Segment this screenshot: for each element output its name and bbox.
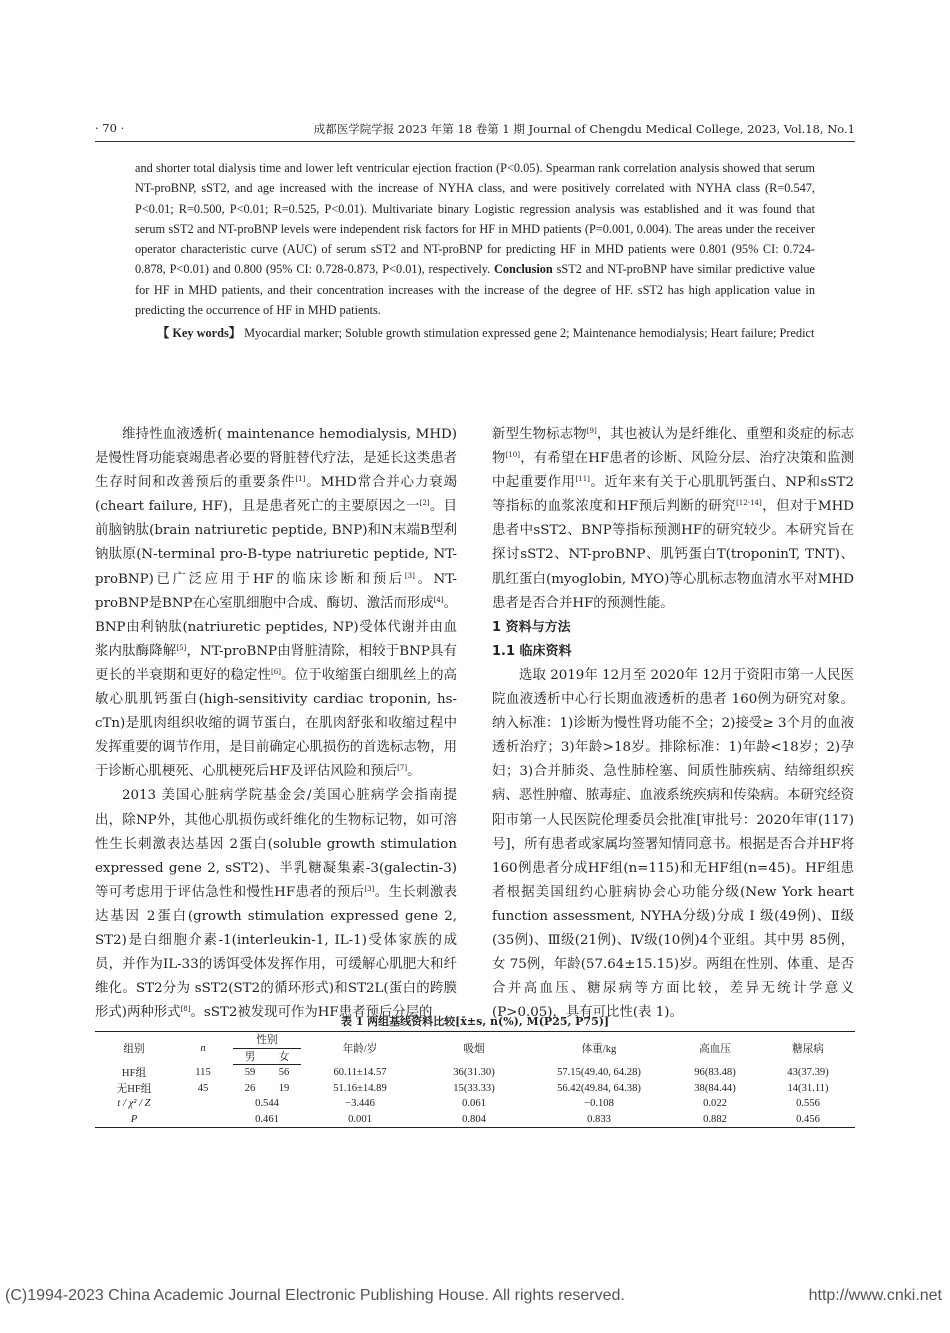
header-male: 男 [233,1048,267,1065]
intro-paragraph-3: 新型生物标志物[9]，其也被认为是纤维化、重塑和炎症的标志物[10]，有希望在HF患者的诊断、风险分层、治疗决策和监测中起重要作用[11]。近年来有关于心肌肌钙蛋白、NP和sST2等指标的血浆浓度和HF预后判断的研究[12-14]，但对于MHD患者中sST2、BNP等指标预测HF的研究较少。本研究旨在探讨sST2、NT-proBNP、肌钙蛋白T(troponinT, TNT)、肌红蛋白(myoglobin, MYO)等心肌标志物血清水平对MHD患者是否合并HF的预测性能。 [492,427,855,611]
citation: [3] [364,884,375,893]
section-heading: 1 资料与方法 [492,619,571,635]
abstract-results: and shorter total dialysis time and lower left ventricular ejection fraction (P<0.05). Spearman rank correlation analysis showed that serum NT-proBNP, sST2, and age increased with the increase of NYHA class, and were positively correlated with NYHA class (R=0.547, P<0.01; R=0.500, P<0.01; R=0.525, P<0.01). Multivariate binary Logistic regression analysis was established and it was found that serum sST2 and NT-proBNP levels were independent risk factors for HF in MHD patients (P=0.001, 0.004). The areas under the receiver operator characteristic curve (AUC) of serum sST2 and NT-proBNP for predicting HF in MHD patients were 0.801 (95% CI: 0.724-0.878, P<0.01) and 0.800 (95% CI: 0.728-0.873, P<0.01), respectively. [135,161,815,277]
table-stat-row: t / χ² / Z 0.544 −3.446 0.061 −0.108 0.022 0.556 [117,1098,820,1110]
copyright-text: (C)1994-2023 China Academic Journal Electronic Publishing House. All rights reserved. [5,1287,625,1304]
citation: [12-14] [736,499,762,508]
table-title: 表 1 两组基线资料比较[x̄±s, n(%), M(P25, P75)] [340,1015,610,1028]
intro-paragraph-2: 2013 美国心脏病学院基金会/美国心脏病学会指南提出，除NP外，其他心肌损伤或纤维化的生物标记物，如可溶性生长刺激表达基因 2蛋白(soluble growth stimulation expressed gene 2, sST2)、半乳糖凝集素-3(galectin-3)等可考虑用于评估急性和慢性HF患者的预后[3]。生长刺激表达基因 2蛋白(growth stimulation expressed gene 2, ST2)是白细胞介素-1(interleukin-1, IL-1)受体家族的成员，并作为IL-33的诱饵受体发挥作用，可缓解心肌肥大和纤维化。ST2分为 sST2(ST2的循环形式)和ST2L(蛋白的跨膜形式)两种形式[8]。sST2被发现可作为HF患者预后分层的 [95,788,458,1021]
journal-title: 成都医学院学报 2023 年第 18 卷第 1 期 Journal of Chengdu Medical College, 2023, Vol.18, No.1 [313,122,855,136]
header-age: 年龄/岁 [301,1032,419,1065]
conclusion-label: Conclusion [494,262,553,277]
header-group: 组别 [95,1032,173,1065]
header-smoking: 吸烟 [419,1032,529,1065]
right-column [492,423,854,1025]
citation: [10] [505,451,520,460]
header-n: n [173,1032,233,1065]
running-header [95,121,855,141]
header-sex: 性别 [233,1032,301,1049]
table-row: HF组 115 59 56 60.11±14.57 36(31.30) 57.15(49.40, 64.28) 96(83.48) 43(37.39) [121,1067,829,1079]
citation: [8] [180,1005,191,1014]
table-stat-row: P 0.461 0.001 0.804 0.833 0.882 0.456 [95,1112,855,1128]
citation: [7] [397,764,408,773]
cnki-link[interactable]: http://www.cnki.net [808,1287,942,1304]
header-female: 女 [267,1048,301,1065]
citation: [6] [271,667,281,676]
keywords [135,323,815,343]
header-diabetes: 糖尿病 [761,1032,855,1065]
abstract-body [135,158,815,320]
citation: [11] [575,475,590,484]
citation: [5] [176,643,187,652]
keywords-text: Myocardial marker; Soluble growth stimulation expressed gene 2; Maintenance hemodialysis; Heart failure; Predict [244,326,815,341]
citation: [4] [433,595,444,604]
page-number: · 70 · [95,121,125,135]
subsection-heading: 1.1 临床资料 [492,643,572,659]
left-column [95,423,457,1025]
methods-paragraph: 选取 2019年 12月至 2020年 12月于资阳市第一人民医院血液透析中心行长期血液透析的患者 160例为研究对象。纳入标准：1)诊断为慢性肾功能不全；2)接受≥ 3个月的血液透析治疗；3)年龄>18岁。排除标准：1)年龄<18岁；2)孕妇；3)合并肺炎、急性肺栓塞、间质性肺疾病、结缔组织疾病、恶性肿瘤、脓毒症、血液系统疾病和传染病。本研究经资阳市第一人民医院伦理委员会批准[审批号：2020年审(117)号]，所有患者或家属均签署知情同意书。根据是否合并HF将 160例患者分成HF组(n=115)和无HF组(n=45)。HF组患者根据美国纽约心脏病协会心功能分级(New York heart function assessment, NYHA分级)分成 Ⅰ 级(49例)、Ⅱ级(35例)、Ⅲ级(21例)、Ⅳ级(10例)4个亚组。其中男 85例，女 75例，年龄(57.64±15.15)岁。两组在性别、体重、是否合并高血压、糖尿病等方面比较，差异无统计学意义(P>0.05)，具有可比性(表 1)。 [492,667,854,1021]
table-row: 无HF组 45 26 19 51.16±14.89 15(33.33) 56.42(49.84, 64.38) 38(84.44) 14(31.11) [116,1082,829,1095]
header-hypertension: 高血压 [669,1032,761,1065]
header-weight: 体重/kg [529,1032,669,1065]
header-rule [95,141,855,142]
baseline-table [95,1031,855,1128]
keywords-label: 【 Key words】 [157,326,242,341]
abstract [135,158,815,344]
citation: [3] [404,571,415,580]
citation: [2] [419,499,430,508]
intro-paragraph-1: 维持性血液透析( maintenance hemodialysis, MHD)是慢性肾功能衰竭患者必要的肾脏替代疗法，是延长这类患者生存时间和改善预后的重要条件[1]。MHD常合并心力衰竭(cheart failure, HF)，且是患者死亡的主要原因之一[2]。目前脑钠肽(brain natriuretic peptide, BNP)和N末端B型利钠肽原(N-terminal pro-B-type natriuretic peptide, NT-proBNP)已广泛应用于HF的临床诊断和预后[3]。NT-proBNP是BNP在心室肌细胞中合成、酶切、激活而形成[4]。BNP由利钠肽(natriuretic peptides, NP)受体代谢并由血浆内肽酶降解[5]，NT-proBNP由肾脏清除，相较于BNP具有更长的半衰期和更好的稳定性[6]。位于收缩蛋白细肌丝上的高敏心肌肌钙蛋白(high-sensitivity cardiac troponin, hs-cTn)是肌肉组织收缩的调节蛋白，在肌肉舒张和收缩过程中发挥重要的调节作用，是目前确定心肌损伤的首选标志物，用于诊断心肌梗死、心肌梗死后HF及评估风险和预后[7]。 [95,427,458,780]
abstract-conclusion: sST2 and NT-proBNP have similar predictive value for HF in MHD patients, and their concentration increases with the increase of the degree of HF. sST2 has high application value in predicting the occurrence of HF in MHD patients. [135,262,815,318]
citation: [9] [586,427,597,435]
citation: [1] [295,475,306,484]
